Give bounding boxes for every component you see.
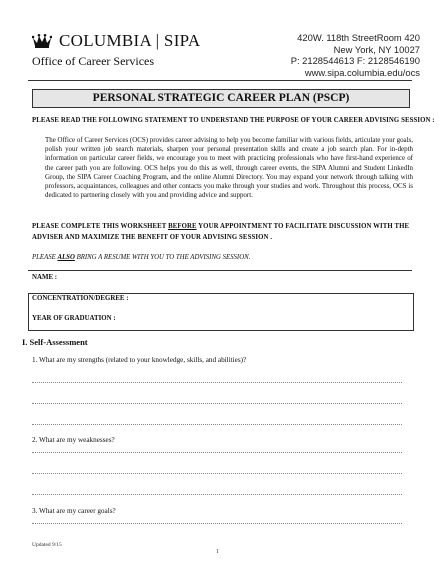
page-number: 1	[216, 549, 219, 555]
website-link[interactable]: www.sipa.columbia.edu/ocs	[304, 66, 420, 78]
answer-line[interactable]	[32, 403, 402, 404]
page-title: PERSONAL STRATEGIC CAREER PLAN (PSCP)	[32, 89, 410, 108]
office-name: Office of Career Services	[32, 54, 155, 68]
concentration-degree-field[interactable]: CONCENTRATION/DEGREE :	[32, 295, 129, 302]
question-weaknesses: 2. What are my weaknesses?	[32, 436, 115, 444]
answer-line[interactable]	[32, 473, 402, 474]
address-block	[291, 32, 420, 78]
answer-line[interactable]	[32, 424, 402, 425]
ocs-description-paragraph: The Office of Career Services (OCS) provides career advising to help you become familiar with various fields, articulate your goals, polish your written job search materials, sharpen your personal presentation skills and create a job search plan. For in-depth information on particular career fields, we encourage you to meet with practicing professionals who have first-hand experience of the career path you are following. OCS helps you do this as well, through career events, the SIPA Alumni and Student LinkedIn Group, the SIPA Career Coaching Program, and the online Alumni Directory. You may expand your network through talking with professors, acquaintances, colleagues and other contacts you make through your studies and work. Throughout this process, OCS is dedicated to partnering closely with you and providing advice and support.	[45, 136, 413, 200]
address-line: New York, NY 10027	[333, 43, 420, 55]
answer-line[interactable]	[32, 452, 402, 453]
section-heading-self-assessment: I. Self-Assessment	[22, 337, 88, 347]
crown-icon	[32, 34, 52, 48]
phone-fax-line: P: 2128544613 F: 2128546190	[290, 55, 420, 67]
brand-name: COLUMBIA | SIPA	[59, 31, 201, 50]
also-emphasis: ALSO	[57, 254, 75, 261]
form-top-line	[28, 270, 412, 271]
answer-line[interactable]	[32, 494, 402, 495]
question-career-goals: 3. What are my career goals?	[32, 507, 116, 515]
answer-line[interactable]	[32, 523, 402, 524]
complete-worksheet-instruction-line2: ADVISER AND MAXIMIZE THE BENEFIT OF YOUR ADVISING SESSION .	[32, 234, 273, 241]
before-emphasis: BEFORE	[168, 223, 197, 230]
resume-note-text: BRING A RESUME WITH YOU TO THE ADVISING SESSION.	[74, 254, 251, 261]
address-line: 420W. 118th StreetRoom 420	[297, 32, 420, 43]
name-field[interactable]: NAME :	[32, 274, 58, 281]
header-divider	[28, 80, 412, 81]
instruction-text: PLEASE COMPLETE THIS WORKSHEET	[32, 223, 169, 230]
updated-date: Updated 9/15	[32, 542, 62, 548]
answer-line[interactable]	[32, 382, 402, 383]
resume-note-text: PLEASE	[32, 254, 58, 261]
read-statement-instruction: PLEASE READ THE FOLLOWING STATEMENT TO UNDERSTAND THE PURPOSE OF YOUR CAREER ADVISING SESSION :	[32, 117, 435, 124]
resume-note	[32, 254, 250, 261]
year-of-graduation-field[interactable]: YEAR OF GRADUATION :	[32, 315, 116, 322]
question-strengths: 1. What are my strengths (related to your knowledge, skills, and abilities)?	[32, 356, 247, 364]
instruction-text: YOUR APPOINTMENT TO FACILITATE DISCUSSION WITH THE	[196, 223, 410, 230]
complete-worksheet-instruction	[32, 223, 409, 230]
